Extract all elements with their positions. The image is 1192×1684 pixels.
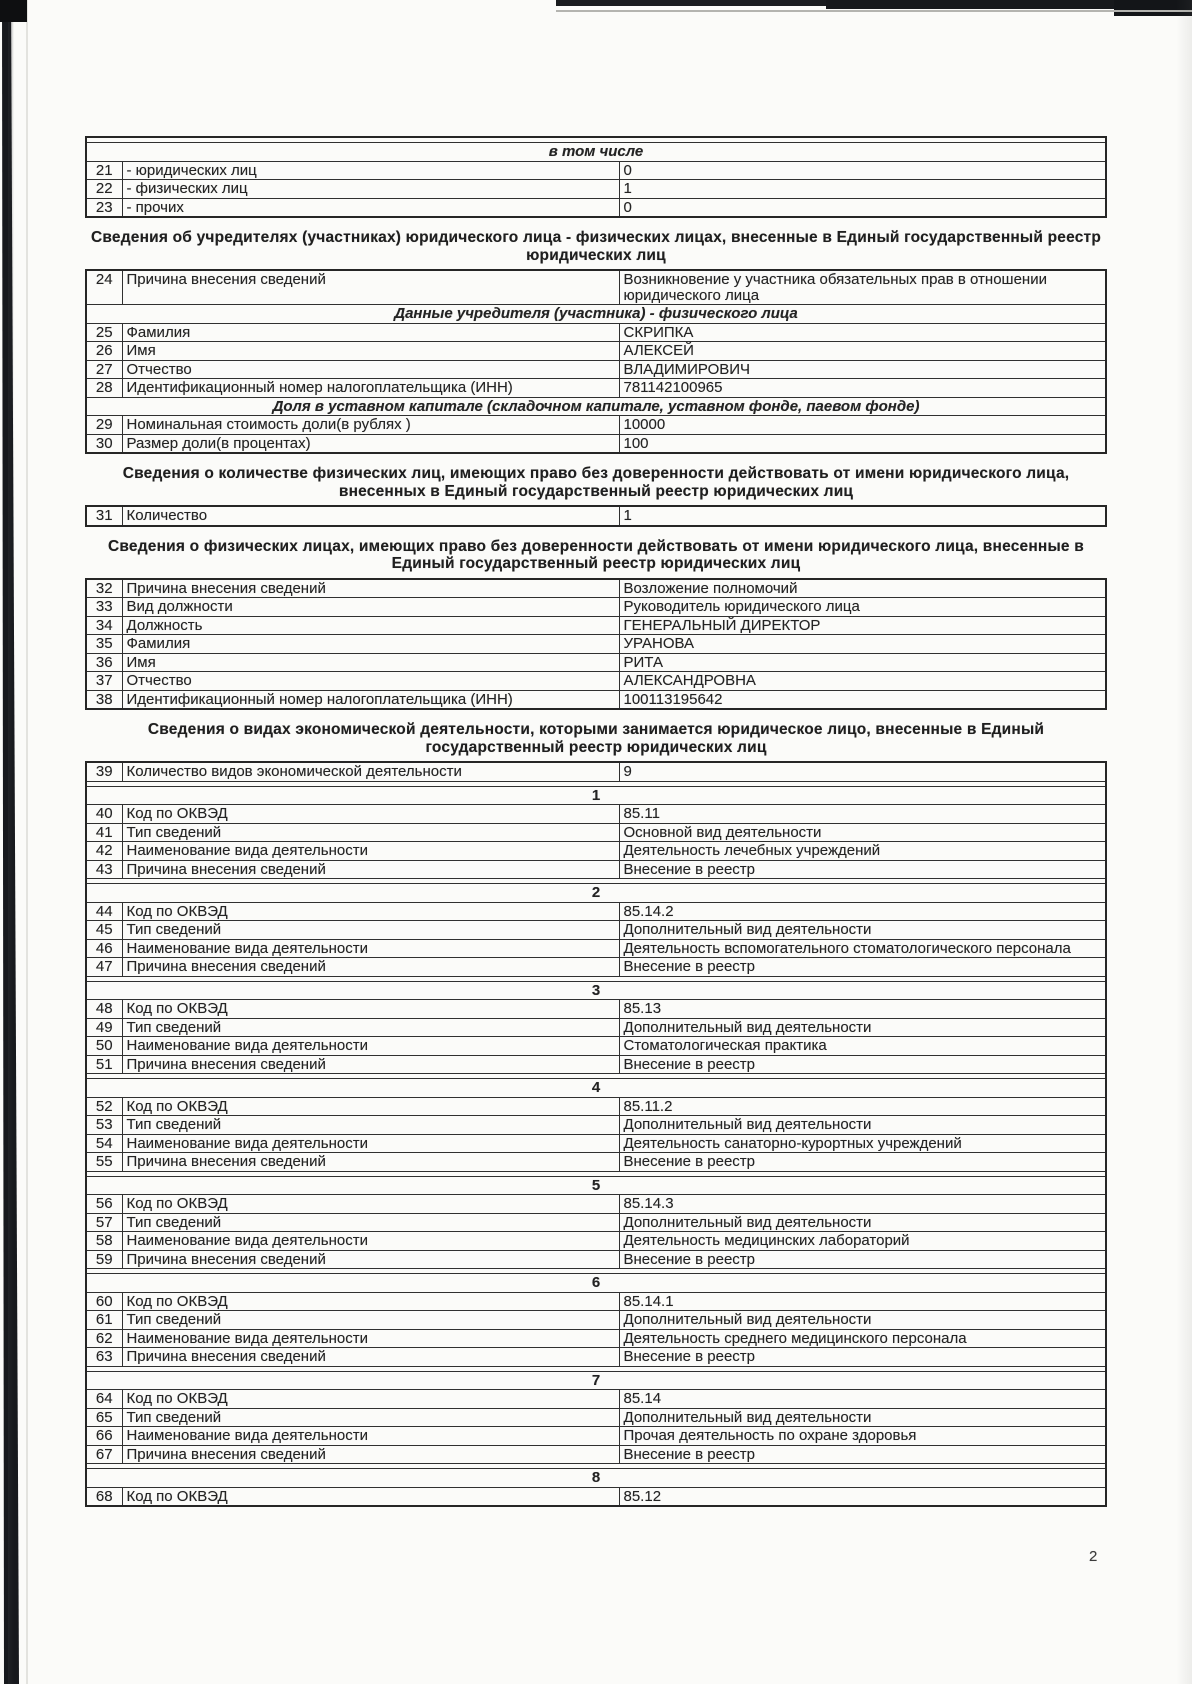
row-number-cell: 31 — [86, 506, 122, 526]
table-row — [86, 1371, 1106, 1390]
table-row — [86, 690, 1106, 709]
row-number-cell: 43 — [86, 860, 122, 879]
row-value-cell: АЛЕКСЕЙ — [619, 342, 1106, 361]
row-value-cell: Внесение в реестр — [619, 1250, 1106, 1269]
row-value-cell: 0 — [619, 161, 1106, 180]
scan-edge-right-shade — [1176, 0, 1192, 1684]
row-number-cell: 65 — [86, 1408, 122, 1427]
table-subheader-cell: Данные учредителя (участника) - физического лица — [86, 305, 1106, 324]
table-row — [86, 1176, 1106, 1195]
activity-group-number-cell: 3 — [86, 981, 1106, 1000]
table-row — [86, 981, 1106, 1000]
table-row — [86, 672, 1106, 691]
scan-corner-block — [0, 0, 27, 22]
row-number-cell: 36 — [86, 653, 122, 672]
table-row — [86, 305, 1106, 324]
authorized-count-table — [85, 505, 1107, 527]
row-number-cell: 47 — [86, 958, 122, 977]
row-number-cell: 52 — [86, 1097, 122, 1116]
row-number-cell: 54 — [86, 1134, 122, 1153]
row-value-cell: Дополнительный вид деятельности — [619, 1311, 1106, 1330]
section-heading: Сведения о видах экономической деятельности, которыми занимается юридическое лицо, внесенные в Единый государственный реестр юридических лиц — [147, 721, 1045, 756]
table-row — [86, 180, 1106, 199]
activity-group-number-cell: 5 — [86, 1176, 1106, 1195]
row-number-cell: 66 — [86, 1427, 122, 1446]
row-value-cell: Дополнительный вид деятельности — [619, 921, 1106, 940]
row-number-cell: 26 — [86, 342, 122, 361]
row-number-cell: 29 — [86, 416, 122, 435]
row-number-cell: 53 — [86, 1116, 122, 1135]
row-number-cell: 67 — [86, 1445, 122, 1464]
row-number-cell: 30 — [86, 434, 122, 453]
activity-group-number-cell: 7 — [86, 1371, 1106, 1390]
table-row — [86, 1487, 1106, 1506]
table-row — [86, 616, 1106, 635]
table-row — [86, 1311, 1106, 1330]
row-value-cell: 85.11 — [619, 805, 1106, 824]
document-body — [85, 136, 1107, 1508]
row-number-cell: 51 — [86, 1055, 122, 1074]
row-label-cell: Тип сведений — [122, 1408, 619, 1427]
founders-table — [85, 269, 1107, 454]
table-row — [86, 1274, 1106, 1293]
scan-top-grey-line — [556, 10, 1192, 12]
row-label-cell: Наименование вида деятельности — [122, 1134, 619, 1153]
row-label-cell: - прочих — [122, 198, 619, 217]
row-value-cell: Внесение в реестр — [619, 860, 1106, 879]
row-value-cell: УРАНОВА — [619, 635, 1106, 654]
row-label-cell: Код по ОКВЭД — [122, 1000, 619, 1019]
row-value-cell: АЛЕКСАНДРОВНА — [619, 672, 1106, 691]
row-label-cell: Вид должности — [122, 598, 619, 617]
row-value-cell: Возложение полномочий — [619, 579, 1106, 598]
table-row — [86, 1427, 1106, 1446]
row-value-cell: 10000 — [619, 416, 1106, 435]
row-value-cell: ГЕНЕРАЛЬНЫЙ ДИРЕКТОР — [619, 616, 1106, 635]
row-value-cell: ВЛАДИМИРОВИЧ — [619, 360, 1106, 379]
row-value-cell: Дополнительный вид деятельности — [619, 1018, 1106, 1037]
table-row — [86, 921, 1106, 940]
table-row — [86, 1213, 1106, 1232]
row-value-cell: Деятельность медицинских лабораторий — [619, 1232, 1106, 1251]
row-value-cell: 85.14.2 — [619, 902, 1106, 921]
row-value-cell: Дополнительный вид деятельности — [619, 1408, 1106, 1427]
row-label-cell: Причина внесения сведений — [122, 1348, 619, 1367]
row-value-cell: РИТА — [619, 653, 1106, 672]
page-number: 2 — [1089, 1548, 1098, 1565]
table-row — [86, 1000, 1106, 1019]
row-label-cell: Тип сведений — [122, 823, 619, 842]
activity-group-number-cell: 6 — [86, 1274, 1106, 1293]
row-number-cell: 42 — [86, 842, 122, 861]
row-number-cell: 32 — [86, 579, 122, 598]
row-label-cell: Причина внесения сведений — [122, 270, 619, 305]
row-label-cell: Причина внесения сведений — [122, 958, 619, 977]
row-value-cell: 100113195642 — [619, 690, 1106, 709]
table-row — [86, 1250, 1106, 1269]
row-number-cell: 49 — [86, 1018, 122, 1037]
table-row — [86, 1329, 1106, 1348]
row-value-cell: Дополнительный вид деятельности — [619, 1213, 1106, 1232]
table-row — [86, 161, 1106, 180]
table-row — [86, 762, 1106, 781]
row-label-cell: Код по ОКВЭД — [122, 902, 619, 921]
row-value-cell: 85.11.2 — [619, 1097, 1106, 1116]
row-label-cell: Причина внесения сведений — [122, 1153, 619, 1172]
row-number-cell: 55 — [86, 1153, 122, 1172]
row-number-cell: 40 — [86, 805, 122, 824]
row-number-cell: 57 — [86, 1213, 122, 1232]
row-number-cell: 34 — [86, 616, 122, 635]
table-row — [86, 653, 1106, 672]
table-row — [86, 598, 1106, 617]
table-row — [86, 579, 1106, 598]
table-row — [86, 786, 1106, 805]
row-label-cell: Причина внесения сведений — [122, 1055, 619, 1074]
table-subheader-cell: в том числе — [86, 143, 1106, 162]
row-label-cell: Идентификационный номер налогоплательщика (ИНН) — [122, 379, 619, 398]
table-row — [86, 1055, 1106, 1074]
table-row — [86, 1153, 1106, 1172]
row-label-cell: Фамилия — [122, 635, 619, 654]
row-value-cell: Деятельность среднего медицинского персонала — [619, 1329, 1106, 1348]
section-authorized-persons — [85, 538, 1107, 711]
authorized-persons-table — [85, 578, 1107, 711]
row-label-cell: Наименование вида деятельности — [122, 1232, 619, 1251]
table-row — [86, 823, 1106, 842]
row-label-cell: Тип сведений — [122, 921, 619, 940]
row-label-cell: Тип сведений — [122, 1018, 619, 1037]
row-value-cell: 85.12 — [619, 1487, 1106, 1506]
row-value-cell: Внесение в реестр — [619, 1348, 1106, 1367]
table-row — [86, 805, 1106, 824]
row-value-cell: Руководитель юридического лица — [619, 598, 1106, 617]
row-number-cell: 39 — [86, 762, 122, 781]
row-value-cell: Основной вид деятельности — [619, 823, 1106, 842]
scan-edge-faint-line — [26, 0, 28, 1684]
table-row — [86, 958, 1106, 977]
row-label-cell: Код по ОКВЭД — [122, 1195, 619, 1214]
row-number-cell: 56 — [86, 1195, 122, 1214]
row-label-cell: Причина внесения сведений — [122, 860, 619, 879]
row-number-cell: 27 — [86, 360, 122, 379]
row-number-cell: 41 — [86, 823, 122, 842]
table-row — [86, 1037, 1106, 1056]
table-row — [86, 506, 1106, 526]
row-value-cell: Стоматологическая практика — [619, 1037, 1106, 1056]
table-row — [86, 198, 1106, 217]
row-number-cell: 23 — [86, 198, 122, 217]
row-label-cell: Наименование вида деятельности — [122, 842, 619, 861]
row-number-cell: 64 — [86, 1390, 122, 1409]
section-authorized-persons-count — [85, 465, 1107, 527]
row-number-cell: 63 — [86, 1348, 122, 1367]
section-economic-activities — [85, 721, 1107, 1507]
row-label-cell: Номинальная стоимость доли(в рублях ) — [122, 416, 619, 435]
row-label-cell: Код по ОКВЭД — [122, 805, 619, 824]
row-label-cell: Причина внесения сведений — [122, 1445, 619, 1464]
row-value-cell: 85.14 — [619, 1390, 1106, 1409]
table-row — [86, 434, 1106, 453]
row-number-cell: 35 — [86, 635, 122, 654]
row-number-cell: 24 — [86, 270, 122, 305]
row-value-cell: 85.14.3 — [619, 1195, 1106, 1214]
table-row — [86, 143, 1106, 162]
row-number-cell: 61 — [86, 1311, 122, 1330]
row-label-cell: Причина внесения сведений — [122, 1250, 619, 1269]
scan-edge-left-shadow — [8, 0, 14, 1684]
section-heading: Сведения о физических лицах, имеющих право без доверенности действовать от имени юридического лица, внесенные в Единый государственный реестр юридических лиц — [108, 537, 1084, 572]
table-row — [86, 1232, 1106, 1251]
row-number-cell: 38 — [86, 690, 122, 709]
row-value-cell: Внесение в реестр — [619, 958, 1106, 977]
row-value-cell: 100 — [619, 434, 1106, 453]
row-label-cell: Количество видов экономической деятельности — [122, 762, 619, 781]
table-row — [86, 379, 1106, 398]
table-row — [86, 1018, 1106, 1037]
row-number-cell: 44 — [86, 902, 122, 921]
table-row — [86, 1390, 1106, 1409]
table-row — [86, 1292, 1106, 1311]
row-label-cell: Код по ОКВЭД — [122, 1390, 619, 1409]
row-number-cell: 60 — [86, 1292, 122, 1311]
row-label-cell: Код по ОКВЭД — [122, 1487, 619, 1506]
table-row — [86, 1195, 1106, 1214]
row-number-cell: 37 — [86, 672, 122, 691]
table-row — [86, 342, 1106, 361]
table-row — [86, 1134, 1106, 1153]
row-label-cell: Имя — [122, 653, 619, 672]
row-label-cell: Отчество — [122, 360, 619, 379]
row-label-cell: Тип сведений — [122, 1116, 619, 1135]
row-value-cell: Деятельность вспомогательного стоматологического персонала — [619, 939, 1106, 958]
row-label-cell: Имя — [122, 342, 619, 361]
row-value-cell: Внесение в реестр — [619, 1153, 1106, 1172]
row-label-cell: Наименование вида деятельности — [122, 1329, 619, 1348]
row-label-cell: Тип сведений — [122, 1213, 619, 1232]
row-number-cell: 59 — [86, 1250, 122, 1269]
row-number-cell: 21 — [86, 161, 122, 180]
row-value-cell: Дополнительный вид деятельности — [619, 1116, 1106, 1135]
row-number-cell: 45 — [86, 921, 122, 940]
row-number-cell: 33 — [86, 598, 122, 617]
table-row — [86, 416, 1106, 435]
table-row — [86, 939, 1106, 958]
row-number-cell: 58 — [86, 1232, 122, 1251]
section-founders-individuals — [85, 229, 1107, 454]
row-value-cell: Прочая деятельность по охране здоровья — [619, 1427, 1106, 1446]
row-value-cell: 9 — [619, 762, 1106, 781]
table-row — [86, 323, 1106, 342]
table-row — [86, 635, 1106, 654]
row-value-cell: 781142100965 — [619, 379, 1106, 398]
row-number-cell: 22 — [86, 180, 122, 199]
table-row — [86, 1097, 1106, 1116]
row-label-cell: Количество — [122, 506, 619, 526]
table-row — [86, 1116, 1106, 1135]
table-row — [86, 270, 1106, 305]
row-label-cell: Код по ОКВЭД — [122, 1097, 619, 1116]
table-row — [86, 1469, 1106, 1488]
table-row — [86, 1348, 1106, 1367]
row-value-cell: 1 — [619, 180, 1106, 199]
row-value-cell: 85.14.1 — [619, 1292, 1106, 1311]
table-row — [86, 1079, 1106, 1098]
activity-group-number-cell: 2 — [86, 884, 1106, 903]
row-number-cell: 48 — [86, 1000, 122, 1019]
table-row — [86, 842, 1106, 861]
table-subheader-cell: Доля в уставном капитале (складочном капитале, уставном фонде, паевом фонде) — [86, 397, 1106, 416]
row-label-cell: - физических лиц — [122, 180, 619, 199]
activity-group-number-cell: 8 — [86, 1469, 1106, 1488]
row-number-cell: 62 — [86, 1329, 122, 1348]
table-row — [86, 884, 1106, 903]
activity-group-number-cell: 1 — [86, 786, 1106, 805]
participants-count-table — [85, 136, 1107, 218]
row-value-cell: Возникновение у участника обязательных прав в отношении юридического лица — [619, 270, 1106, 305]
row-number-cell: 50 — [86, 1037, 122, 1056]
table-row — [86, 360, 1106, 379]
row-label-cell: Тип сведений — [122, 1311, 619, 1330]
row-number-cell: 46 — [86, 939, 122, 958]
table-row — [86, 1408, 1106, 1427]
row-label-cell: Должность — [122, 616, 619, 635]
row-value-cell: Внесение в реестр — [619, 1055, 1106, 1074]
section-heading: Сведения о количестве физических лиц, имеющих право без доверенности действовать от имени юридического лица, внесенных в Единый государственный реестр юридических лиц — [122, 465, 1070, 500]
row-label-cell: Наименование вида деятельности — [122, 1037, 619, 1056]
row-label-cell: Наименование вида деятельности — [122, 1427, 619, 1446]
table-row — [86, 860, 1106, 879]
row-value-cell: СКРИПКА — [619, 323, 1106, 342]
row-label-cell: Размер доли(в процентах) — [122, 434, 619, 453]
row-number-cell: 68 — [86, 1487, 122, 1506]
row-value-cell: 1 — [619, 506, 1106, 526]
row-value-cell: Деятельность санаторно-курортных учреждений — [619, 1134, 1106, 1153]
row-label-cell: Код по ОКВЭД — [122, 1292, 619, 1311]
economic-activities-table — [85, 761, 1107, 1507]
activity-group-number-cell: 4 — [86, 1079, 1106, 1098]
row-number-cell: 28 — [86, 379, 122, 398]
row-number-cell: 25 — [86, 323, 122, 342]
section-participants-count — [85, 136, 1107, 218]
table-row — [86, 902, 1106, 921]
row-label-cell: Фамилия — [122, 323, 619, 342]
row-value-cell: 0 — [619, 198, 1106, 217]
row-value-cell: 85.13 — [619, 1000, 1106, 1019]
row-label-cell: Отчество — [122, 672, 619, 691]
row-label-cell: Наименование вида деятельности — [122, 939, 619, 958]
row-label-cell: Причина внесения сведений — [122, 579, 619, 598]
table-row — [86, 397, 1106, 416]
row-label-cell: Идентификационный номер налогоплательщика (ИНН) — [122, 690, 619, 709]
row-label-cell: - юридических лиц — [122, 161, 619, 180]
row-value-cell: Деятельность лечебных учреждений — [619, 842, 1106, 861]
section-heading: Сведения об учредителях (участниках) юридического лица - физических лицах, внесенные в Единый государственный реестр юридических лиц — [91, 229, 1101, 264]
row-value-cell: Внесение в реестр — [619, 1445, 1106, 1464]
table-row — [86, 1445, 1106, 1464]
